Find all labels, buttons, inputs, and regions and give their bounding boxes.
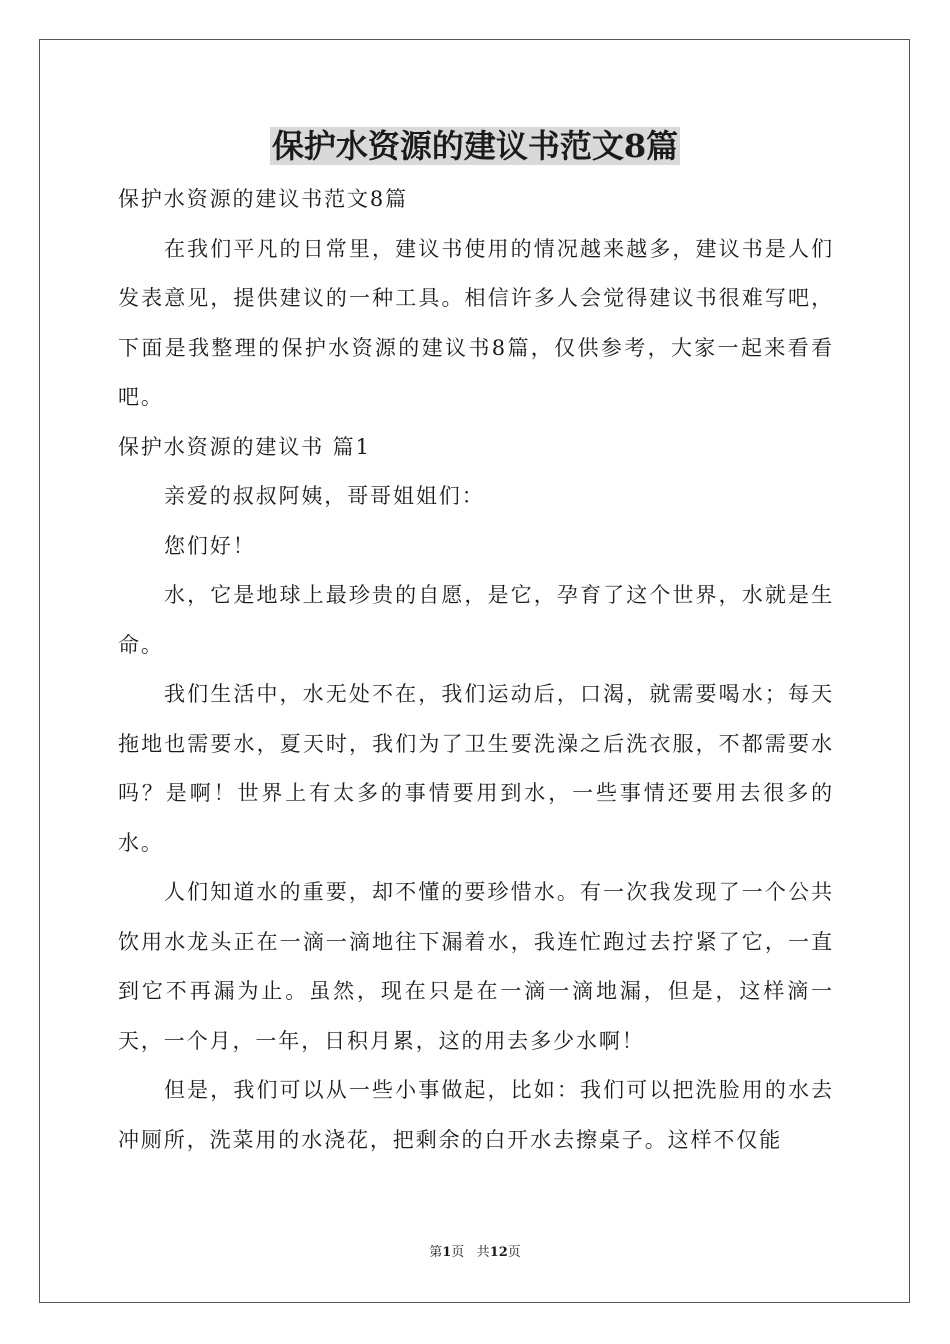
document-paragraph: 在我们平凡的日常里，建议书使用的情况越来越多，建议书是人们发表意见，提供建议的一种工具。相信许多人会觉得建议书很难写吧，下面是我整理的保护水资源的建议书8篇，仅供参考，大家一起来看看吧。 [118,236,834,409]
document-paragraph: 保护水资源的建议书范文8篇 [118,187,409,211]
document-paragraph: 保护水资源的建议书 篇1 [118,434,371,459]
document-paragraph: 您们好！ [164,533,256,558]
document-body [118,175,834,1165]
document-paragraph: 水，它是地球上最珍贵的自愿，是它，孕育了这个世界，水就是生命。 [118,583,834,657]
document-paragraph: 亲爱的叔叔阿姨，哥哥姐姐们： [164,484,485,508]
footer-total-suffix: 页 [507,1245,521,1260]
footer-page-suffix: 页 [451,1245,465,1260]
footer-page-prefix: 第 [429,1245,443,1260]
footer-page-total: 12 [489,1245,508,1260]
document-paragraph: 但是，我们可以从一些小事做起，比如：我们可以把洗脸用的水去冲厕所，洗菜用的水浇花，把剩余的白开水去擦桌子。这样不仅能 [118,1078,834,1152]
document-paragraph: 我们生活中，水无处不在，我们运动后，口渴，就需要喝水；每天拖地也需要水，夏天时，我们为了卫生要洗澡之后洗衣服，不都需要水吗？是啊！世界上有太多的事情要用到水，一些事情还要用去很多的水。 [118,682,834,855]
document-title [0,124,950,168]
footer-total-prefix: 共 [476,1245,490,1260]
page-footer [0,1244,950,1262]
document-title-text: 保护水资源的建议书范文8篇 [271,127,679,165]
document-paragraph: 人们知道水的重要，却不懂的要珍惜水。有一次我发现了一个公共饮用水龙头正在一滴一滴地往下漏着水，我连忙跑过去拧紧了它，一直到它不再漏为止。虽然，现在只是在一滴一滴地漏，但是，这样滴一天，一个月，一年，日积月累，这的用去多少水啊！ [118,880,834,1053]
footer-page-current: 1 [442,1245,452,1260]
